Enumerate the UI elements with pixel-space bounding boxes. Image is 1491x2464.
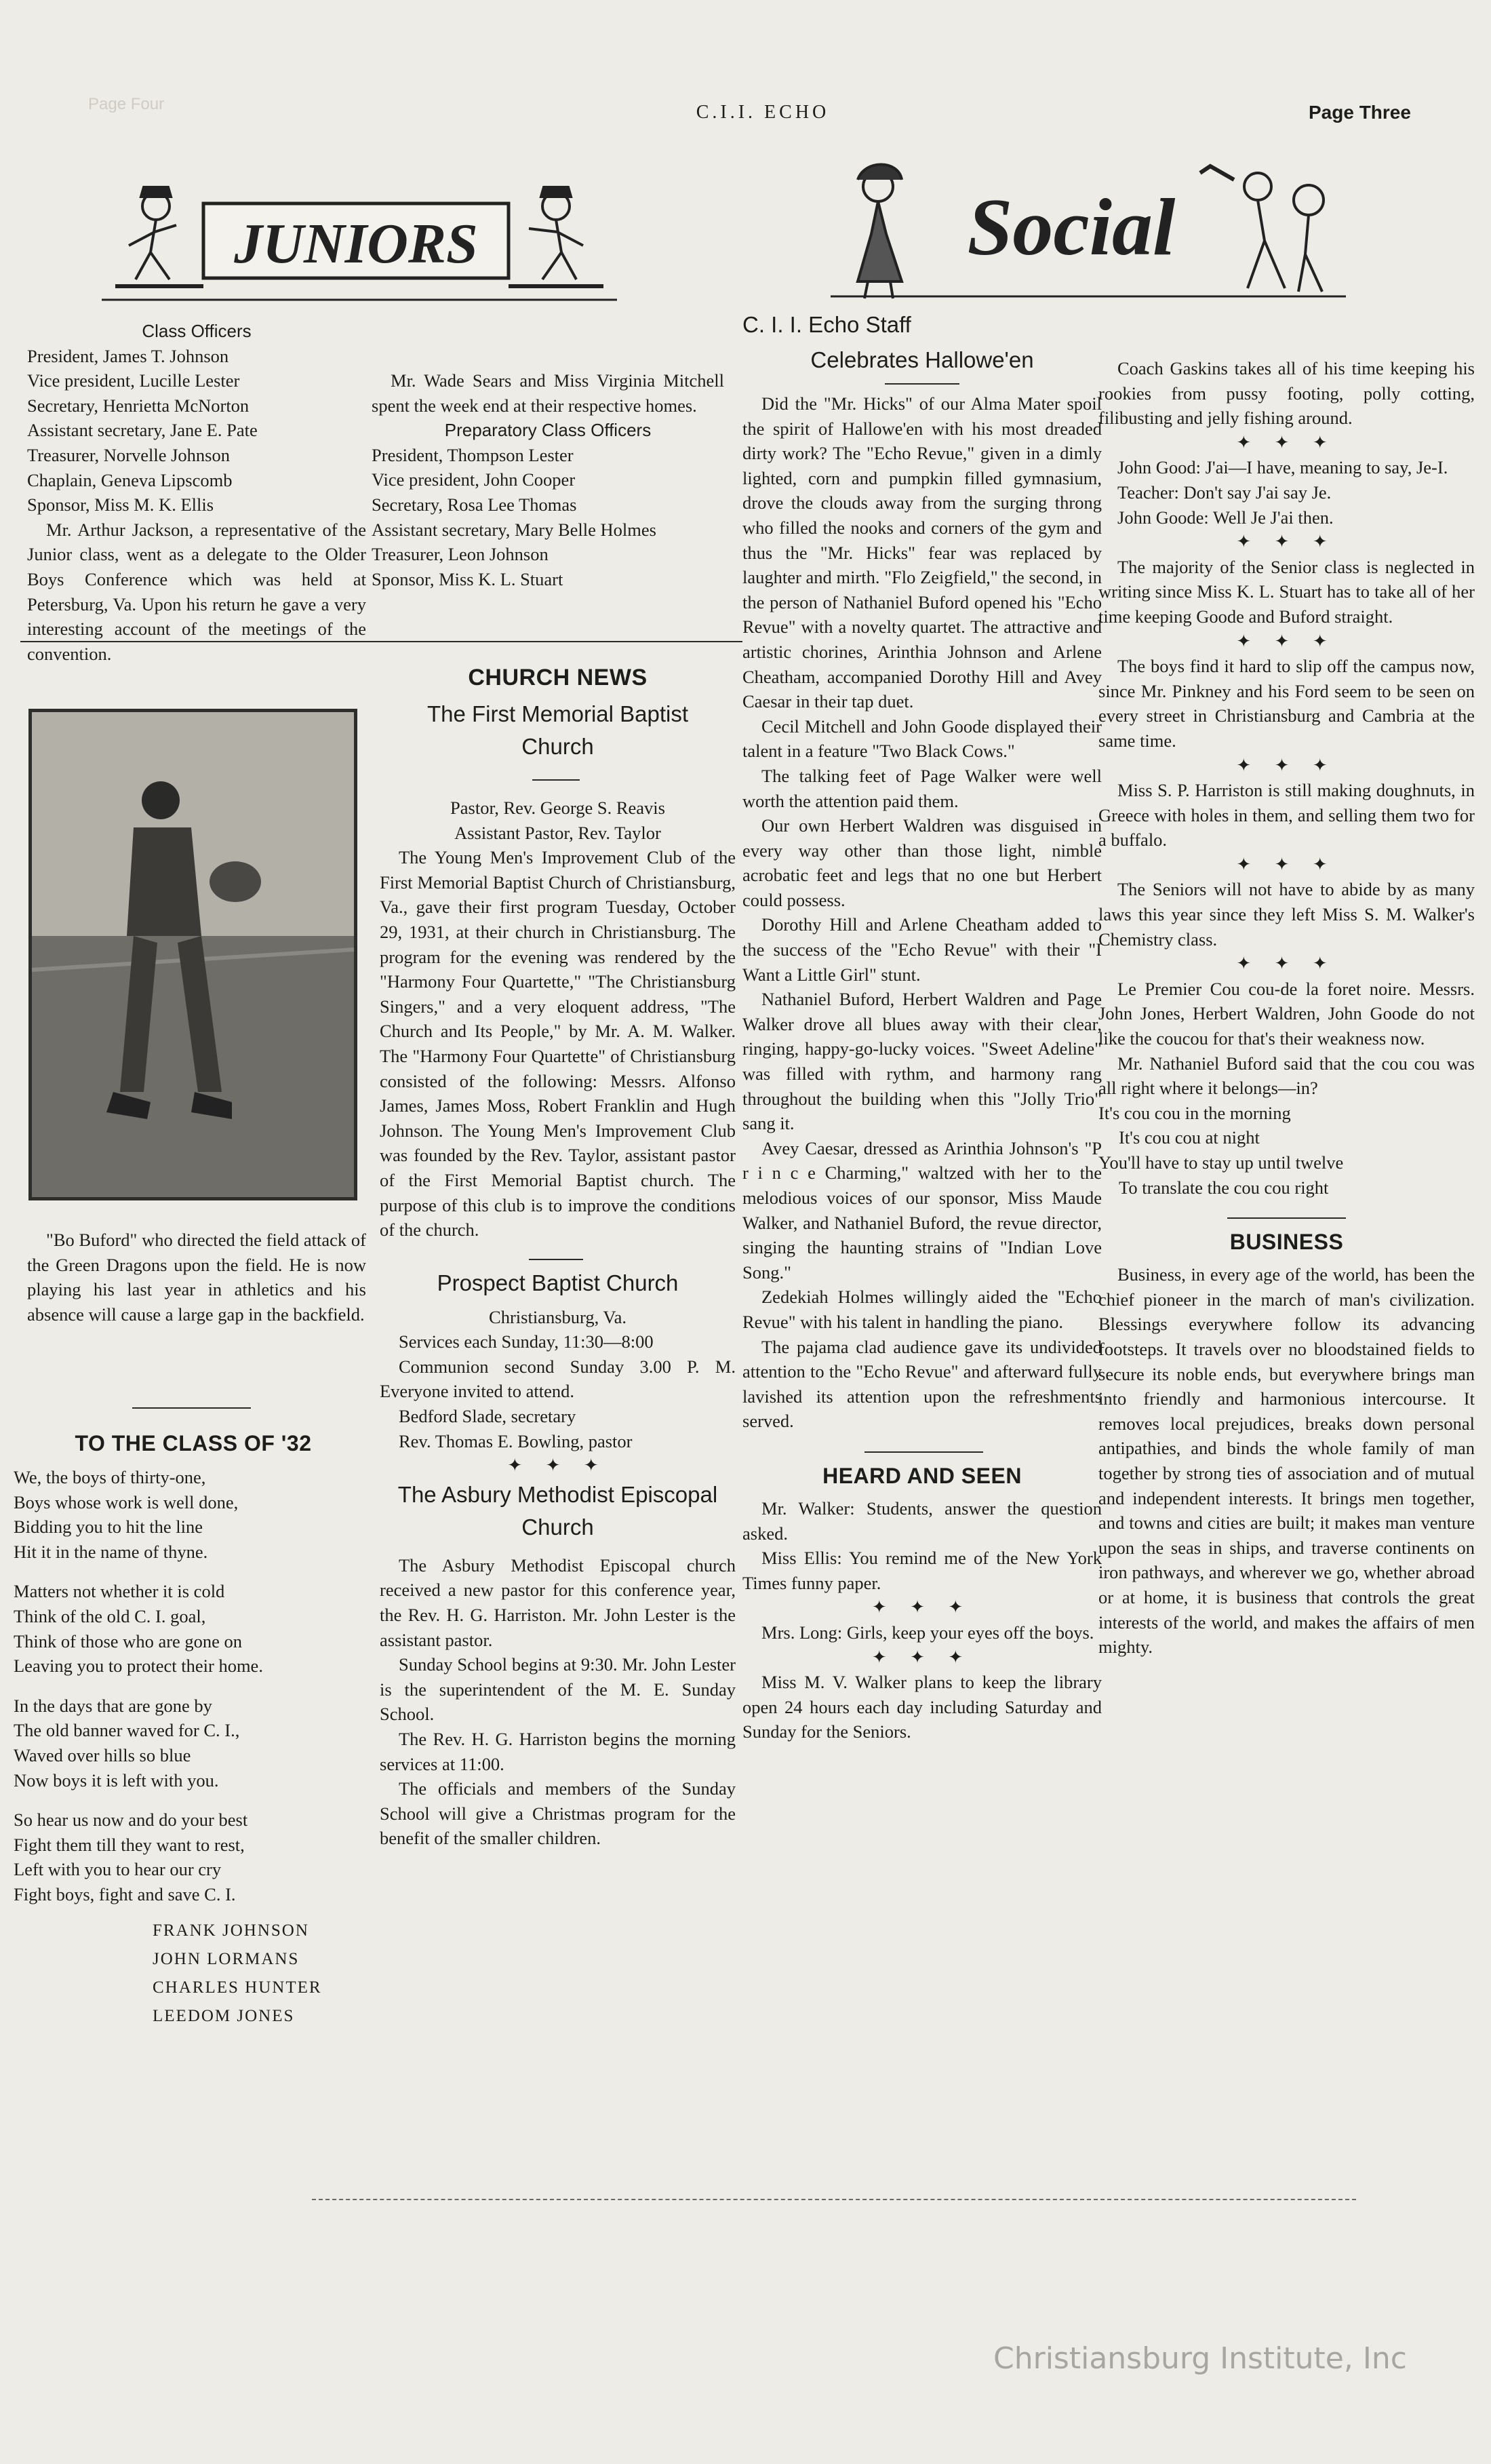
echo-paragraph: Cecil Mitchell and John Goode displayed their talent in a feature "Two Black Cows." xyxy=(742,716,1102,762)
officer-line: Assistant secretary, Jane E. Pate xyxy=(27,420,258,441)
page-bottom-rule xyxy=(312,2199,1356,2200)
football-player-photo xyxy=(28,709,357,1200)
poem-rule xyxy=(132,1407,251,1409)
prep-officer-line: President, Thompson Lester xyxy=(372,444,574,465)
poem-line: Matters not whether it is cold xyxy=(14,1581,225,1602)
officer-line: Sponsor, Miss M. K. Ellis xyxy=(27,494,214,515)
stars-divider: ✦ ✦ ✦ xyxy=(507,1455,608,1476)
social-item: Coach Gaskins takes all of his time keeping his rookies from pussy footing, polly cotting, filibusting and jelly fishing around. xyxy=(1098,358,1475,429)
prospect-line: Services each Sunday, 11:30—8:00 xyxy=(399,1331,654,1352)
poem-signature: JOHN LORMANS xyxy=(153,1949,300,1968)
pastor-line: Pastor, Rev. George S. Reavis xyxy=(450,798,665,818)
prep-officer-line: Assistant secretary, Mary Belle Holmes xyxy=(372,519,656,540)
echo-paragraph: Our own Herbert Waldren was disguised in every way other than those light, nimble acrobatic feet and legs that no one but Herbert could possess. xyxy=(742,815,1102,910)
business-heading: BUSINESS xyxy=(1229,1230,1344,1255)
social-item: John Goode: Well Je J'ai then. xyxy=(1117,507,1334,528)
social-verse-line: To translate the cou cou right xyxy=(1119,1177,1329,1198)
page-number: Page Three xyxy=(1309,102,1411,123)
officer-line: Treasurer, Norvelle Johnson xyxy=(27,444,230,465)
running-head: C.I.I. ECHO xyxy=(696,102,830,123)
photo-caption-col xyxy=(27,1228,366,1327)
stars-divider: ✦ ✦ ✦ xyxy=(1236,854,1337,874)
juniors-figure-left xyxy=(115,187,203,286)
class-officers-title: Class Officers xyxy=(142,321,252,341)
echo-paragraph: Avey Caesar, dressed as Arinthia Johnson's "P r i n c e Charming," waltzed with her to the melodious voices of our sponsor, Miss Maude Walker, and Nathaniel Buford, the revue director, singing the haunting strains of "Indian Love Song." xyxy=(742,1137,1102,1283)
watermark: Christiansburg Institute, Inc xyxy=(993,2341,1407,2376)
social-item: Miss S. P. Harriston is still making doughnuts, in Greece with holes in them, and selling them two for a buffalo. xyxy=(1098,780,1475,850)
poem-line: Bidding you to hit the line xyxy=(14,1517,203,1538)
stars-divider: ✦ ✦ ✦ xyxy=(1236,954,1337,974)
social-verse-line: It's cou cou in the morning xyxy=(1098,1102,1291,1123)
social-item: Le Premier Cou cou-de la foret noire. Messrs. John Jones, Herbert Waldren, John Goode do not like the coucou for that's their weakness now. xyxy=(1098,978,1475,1049)
poem-signature: LEEDOM JONES xyxy=(153,2006,295,2025)
first-memorial-paragraph: The Young Men's Improvement Club of the First Memorial Baptist Church of Christiansburg, Va., gave their first program Tuesday, October 29, 1931, at their church in Christiansburg. The program for the evening was rendered by the "Harmony Four Quartette," "The Christiansburg Singers," and a very eloquent address, "The Church and Its People," by Mr. A. M. Walker. The "Harmony Four Quartette" of Christiansburg consisted of the following: Messrs. Alfonso James, James Moss, Robert Franklin and Hugh Johnson. The Young Men's Improvement Club was founded by the Rev. Taylor, assistant pastor of the First Memorial Baptist church. The purpose of this club is to improve the conditions of the church. xyxy=(380,847,736,1240)
prep-officer-line: Sponsor, Miss K. L. Stuart xyxy=(372,568,563,589)
prep-officer-line: Secretary, Rosa Lee Thomas xyxy=(372,494,577,515)
heard-item: Miss Ellis: You remind me of the New York Times funny paper. xyxy=(742,1548,1102,1593)
stars-divider: ✦ ✦ ✦ xyxy=(871,1647,973,1667)
social-figure-right xyxy=(1200,166,1324,292)
echo-staff-heading: C. I. I. Echo Staff xyxy=(742,312,911,337)
poem-col xyxy=(14,1424,373,2031)
social-title: Social xyxy=(967,182,1176,272)
poem-line: Think of those who are gone on xyxy=(14,1630,243,1651)
echo-paragraph: Did the "Mr. Hicks" of our Alma Mater spoil the spirit of Hallowe'en with his most dreaded dirty work? The "Echo Revue," given in a dimly lighted, corn and pumpkin filled gymnasium, drove the clouds away from the surging throng who filled the nooks and corners of the gym and thus the "Mr. Hicks" fear was replaced by laughter and mirth. "Flo Zeigfield," the second, in the person of Nathaniel Buford opened his "Echo Revue" with a novelty quartet. The attractive and artistic chorines, Arinthia Johnson and Arlene Cheatham, accompanied Dorothy Hill and Avey Caesar in their tap duet. xyxy=(742,393,1102,712)
photo-caption: "Bo Buford" who directed the field attack of the Green Dragons upon the field. He is now playing his last year in athletics and his absence will cause a large gap in the backfield. xyxy=(27,1230,366,1325)
asbury-paragraph: The Rev. H. G. Harriston begins the morning services at 11:00. xyxy=(380,1729,736,1774)
prospect-line: Communion second Sunday 3.00 P. M. Everyone invited to attend. xyxy=(380,1356,736,1402)
social-item: The boys find it hard to slip off the campus now, since Mr. Pinkney and his Ford seem to be seen on every street in Christiansburg and Cambria at the same time. xyxy=(1098,656,1475,751)
stars-divider: ✦ ✦ ✦ xyxy=(1236,631,1337,651)
stars-divider: ✦ ✦ ✦ xyxy=(1236,755,1337,775)
poem-line: Now boys it is left with you. xyxy=(14,1769,219,1791)
business-rule xyxy=(1227,1217,1346,1219)
social-item: Teacher: Don't say J'ai say Je. xyxy=(1117,482,1332,503)
social-figure-left xyxy=(858,165,902,299)
officer-line: Chaplain, Geneva Lipscomb xyxy=(27,469,233,490)
prospect-line: Bedford Slade, secretary xyxy=(399,1406,576,1427)
poem-line: Waved over hills so blue xyxy=(14,1744,191,1765)
social-item: The majority of the Senior class is neglected in writing since Miss K. L. Stuart has to take all of her time keeping Goode and Buford straight. xyxy=(1098,556,1475,627)
officer-line: President, James T. Johnson xyxy=(27,345,229,366)
poem-line: Leaving you to protect their home. xyxy=(14,1656,263,1677)
poem-line: Fight them till they want to rest, xyxy=(14,1834,245,1855)
prep-officer-line: Vice president, John Cooper xyxy=(372,469,576,490)
echo-paragraph: Nathaniel Buford, Herbert Waldren and Page Walker drove all blues away with their clear, ringing, happy-go-lucky voices. "Sweet Adeline" was filled with rythm, and harmony rang throughout the building when this "Jolly Trio" sang it. xyxy=(742,989,1102,1134)
social-item: The Seniors will not have to abide by as many laws this year since they left Miss S. M. Walker's Chemistry class. xyxy=(1098,879,1475,950)
asbury-title: The Asbury Methodist Episcopal Church xyxy=(397,1481,718,1540)
prospect-line: Christiansburg, Va. xyxy=(489,1306,627,1327)
poem-line: Left with you to hear our cry xyxy=(14,1859,222,1880)
poem-line: Hit it in the name of thyne. xyxy=(14,1541,208,1562)
stars-divider: ✦ ✦ ✦ xyxy=(1236,532,1337,552)
poem-line: Think of the old C. I. goal, xyxy=(14,1605,206,1626)
poem-line: In the days that are gone by xyxy=(14,1695,212,1716)
church-news-col xyxy=(380,654,736,1851)
echo-paragraph: Zedekiah Holmes willingly aided the "Echo Revue" with his talent in handling the piano. xyxy=(742,1287,1102,1332)
stars-divider: ✦ ✦ ✦ xyxy=(871,1597,973,1618)
social-item: Mr. Nathaniel Buford said that the cou cou was all right where it belongs—in? xyxy=(1098,1053,1475,1099)
echo-paragraph: The pajama clad audience gave its undivided attention to the "Echo Revue" and afterward fully lavished its attention upon the refreshments served. xyxy=(742,1336,1102,1432)
officer-line: Vice president, Lucille Lester xyxy=(27,370,240,391)
social-col xyxy=(1098,356,1475,1660)
prep-officer-line: Treasurer, Leon Johnson xyxy=(372,544,549,565)
prospect-title: Prospect Baptist Church xyxy=(437,1270,679,1295)
social-banner xyxy=(831,153,1346,302)
ghost-text: Page Four xyxy=(88,95,165,113)
juniors-title: JUNIORS xyxy=(234,212,478,275)
church-title-rule xyxy=(532,779,580,781)
social-verse-line: You'll have to stay up until twelve xyxy=(1098,1152,1344,1173)
echo-staff-col xyxy=(742,309,1102,1744)
delegate-paragraph: Mr. Arthur Jackson, a representative of the Junior class, went as a delegate to the Older Boys Conference which was held at Petersburg, Va. Upon his return he gave a very interesting account of the meetings of the convention. xyxy=(27,519,366,664)
stars-divider: ✦ ✦ ✦ xyxy=(1236,432,1337,452)
first-memorial-title: The First Memorial Baptist Church xyxy=(426,701,689,759)
poem-title: TO THE CLASS OF '32 xyxy=(75,1431,312,1455)
church-news-heading: CHURCH NEWS xyxy=(468,665,648,690)
social-item: John Good: J'ai—I have, meaning to say, Je-I. xyxy=(1117,457,1448,478)
business-paragraph: Business, in every age of the world, has been the chief pioneer in the march of man's civilization. Blessings everywhere follow its advancing footsteps. It travels over no bloodstained fields to secure its noble ends, but everywhere brings man into friendly and harmonious intercourse. It removes local prejudices, breaks down personal antipathies, and binds the whole family of man together by strong ties of association and of mutual and independent interests. It brings men together, and towns and cities are built; it makes man venture upon the seas in ships, and traverse continents on iron pathways, and wherever we go, whether abroad or at home, it is business that controls the great interests of the world, and makes the affairs of men mighty. xyxy=(1098,1264,1475,1658)
juniors-banner xyxy=(102,178,617,307)
poem-signature: CHARLES HUNTER xyxy=(153,1978,322,1997)
heard-item: Mrs. Long: Girls, keep your eyes off the boys. xyxy=(761,1622,1094,1643)
social-verse-line: It's cou cou at night xyxy=(1119,1127,1260,1148)
poem-signature: FRANK JOHNSON xyxy=(153,1921,309,1940)
echo-title-rule xyxy=(885,383,959,385)
echo-paragraph: Dorothy Hill and Arlene Cheatham added to the success of the "Echo Revue" with their "I Want a Little Girl" stunt. xyxy=(742,914,1102,985)
juniors-col-2 xyxy=(372,319,724,591)
officer-line: Secretary, Henrietta McNorton xyxy=(27,395,250,416)
poem-line: The old banner waved for C. I., xyxy=(14,1720,240,1741)
juniors-figure-right xyxy=(509,187,603,286)
poem-line: We, the boys of thirty-one, xyxy=(14,1467,206,1487)
heard-item: Mr. Walker: Students, answer the question asked. xyxy=(742,1498,1102,1544)
prospect-line: Rev. Thomas E. Bowling, pastor xyxy=(399,1430,633,1451)
heard-rule xyxy=(864,1451,983,1453)
juniors-bottom-rule xyxy=(20,641,742,642)
visitors-paragraph: Mr. Wade Sears and Miss Virginia Mitchell spent the week end at their respective homes. xyxy=(372,370,724,416)
echo-paragraph: The talking feet of Page Walker were well worth the attention paid them. xyxy=(742,765,1102,811)
prep-officers-title: Preparatory Class Officers xyxy=(444,420,652,441)
church-rule-2 xyxy=(529,1259,583,1260)
poem-line: Boys whose work is well done, xyxy=(14,1491,239,1512)
poem-line: Fight boys, fight and save C. I. xyxy=(14,1883,236,1904)
asbury-paragraph: The Asbury Methodist Episcopal church received a new pastor for this conference year, the Rev. H. G. Harriston. Mr. John Lester is the assistant pastor. xyxy=(380,1554,736,1650)
photo-image xyxy=(32,712,354,1197)
asbury-paragraph: The officials and members of the Sunday School will give a Christmas program for the benefit of the smaller children. xyxy=(380,1778,736,1849)
juniors-col-1 xyxy=(27,319,366,664)
asbury-paragraph: Sunday School begins at 9:30. Mr. John Lester is the superintendent of the M. E. Sunday School. xyxy=(380,1654,736,1725)
hallowe-en-heading: Celebrates Hallowe'en xyxy=(810,347,1034,372)
assistant-pastor-line: Assistant Pastor, Rev. Taylor xyxy=(454,822,661,843)
poem-line: So hear us now and do your best xyxy=(14,1810,248,1831)
heard-and-seen-heading: HEARD AND SEEN xyxy=(822,1463,1022,1488)
heard-item: Miss M. V. Walker plans to keep the library open 24 hours each day including Saturday and Sunday for the Seniors. xyxy=(742,1672,1102,1742)
